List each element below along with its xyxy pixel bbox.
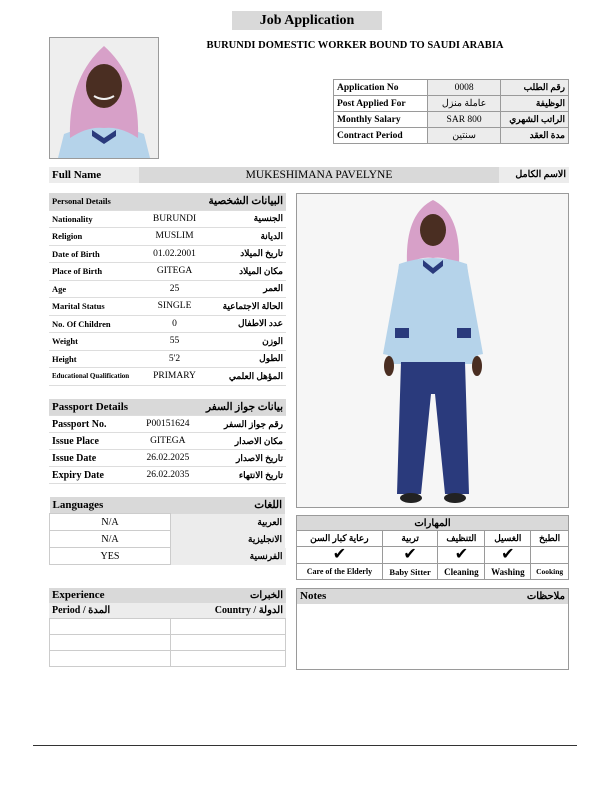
label-ar: الديانة — [206, 228, 286, 246]
table-row — [49, 350, 286, 368]
label-en: Passport No. — [49, 416, 133, 433]
label-ar: مكان الاصدار — [203, 433, 286, 450]
label-ar: رقم جواز السفر — [203, 416, 286, 433]
value: سنتين — [427, 128, 501, 144]
label-ar: مكان الميلاد — [206, 263, 286, 281]
full-name-value: MUKESHIMANA PAVELYNE — [139, 167, 499, 183]
skill-ar: رعاية كبار السن — [297, 531, 383, 547]
label-en: Place of Birth — [49, 263, 144, 281]
value: SINGLE — [144, 298, 206, 316]
value: 25 — [144, 280, 206, 298]
label-ar: العمر — [206, 280, 286, 298]
skill-en: Washing — [485, 564, 531, 580]
check-icon — [531, 547, 569, 564]
value: 26.02.2025 — [133, 450, 203, 467]
label-en: Weight — [49, 333, 144, 351]
label-en: Nationality — [49, 210, 144, 228]
table-row — [49, 315, 286, 333]
label-ar: تاريخ الميلاد — [206, 245, 286, 263]
section-title-ar: بيانات جواز السفر — [203, 399, 286, 416]
label-en: No. Of Children — [49, 315, 144, 333]
label-ar: الراتب الشهري — [501, 112, 569, 128]
label-en: Issue Place — [49, 433, 133, 450]
full-name-label: Full Name — [49, 167, 139, 183]
value: 0008 — [427, 80, 501, 96]
label-en: Application No — [334, 80, 428, 96]
language-level: N/A — [50, 531, 171, 548]
check-icon: ✔ — [485, 547, 531, 564]
section-header — [49, 399, 286, 416]
country-column-header: Country / الدولة — [214, 605, 283, 616]
skills-en-row — [297, 564, 569, 580]
language-level: YES — [50, 548, 171, 565]
table-row — [49, 263, 286, 281]
table-row — [49, 450, 286, 467]
table-row — [50, 514, 286, 531]
table-row — [50, 531, 286, 548]
value: عاملة منزل — [427, 96, 501, 112]
table-row — [334, 96, 569, 112]
label-ar: مدة العقد — [501, 128, 569, 144]
value: MUSLIM — [144, 228, 206, 246]
value: 5'2 — [144, 350, 206, 368]
value: BURUNDI — [144, 210, 206, 228]
section-title: Personal Details — [49, 193, 206, 210]
table-row — [334, 80, 569, 96]
table-row — [49, 245, 286, 263]
table-row — [49, 280, 286, 298]
languages-section — [49, 497, 286, 565]
label-ar: عدد الاطفال — [206, 315, 286, 333]
section-title: Passport Details — [49, 399, 203, 416]
application-table — [333, 79, 569, 144]
label-ar: المؤهل العلمي — [206, 368, 286, 386]
value: 55 — [144, 333, 206, 351]
skill-en: Cleaning — [438, 564, 485, 580]
skills-check-row — [297, 547, 569, 564]
skills-ar-row — [297, 531, 569, 547]
check-icon: ✔ — [438, 547, 485, 564]
label-ar: تاريخ الانتهاء — [203, 467, 286, 484]
table-row — [50, 651, 286, 667]
page-title: Job Application — [232, 11, 382, 30]
passport-details — [49, 399, 286, 484]
table-row — [50, 619, 286, 635]
language-level: N/A — [50, 514, 171, 531]
section-title: Experience — [52, 589, 105, 601]
full-name-label-ar: الاسم الكامل — [499, 167, 569, 183]
experience-section — [49, 588, 286, 667]
section-title-ar: ملاحظات — [526, 591, 565, 602]
label-ar: تاريخ الاصدار — [203, 450, 286, 467]
label-en: Issue Date — [49, 450, 133, 467]
label-en: Monthly Salary — [334, 112, 428, 128]
full-body-photo — [296, 193, 569, 508]
value: P00151624 — [133, 416, 203, 433]
page-subtitle: BURUNDI DOMESTIC WORKER BOUND TO SAUDI ARABIA — [206, 40, 504, 51]
skills-section — [296, 515, 569, 580]
table-row — [49, 467, 286, 484]
section-header — [49, 193, 286, 210]
value: 0 — [144, 315, 206, 333]
label-en: Age — [49, 280, 144, 298]
section-title-ar: المهارات — [297, 516, 569, 531]
table-row — [49, 368, 286, 386]
value: 26.02.2035 — [133, 467, 203, 484]
portrait-photo — [49, 37, 159, 159]
label-en: Height — [49, 350, 144, 368]
value: 01.02.2001 — [144, 245, 206, 263]
language-name: الفرنسية — [171, 548, 286, 565]
label-en: Post Applied For — [334, 96, 428, 112]
skill-ar: الغسيل — [485, 531, 531, 547]
period-column-header: Period / المدة — [52, 605, 111, 616]
section-title-ar: الخبرات — [249, 590, 283, 601]
experience-columns — [49, 603, 286, 618]
label-en: Expiry Date — [49, 467, 133, 484]
skill-en: Care of the Elderly — [297, 564, 383, 580]
label-ar: الوزن — [206, 333, 286, 351]
table-row — [49, 333, 286, 351]
section-header — [50, 497, 286, 514]
value: SAR 800 — [427, 112, 501, 128]
table-row — [49, 298, 286, 316]
footer-divider — [33, 745, 577, 746]
table-row — [334, 128, 569, 144]
table-row — [49, 416, 286, 433]
table-row — [50, 635, 286, 651]
table-row — [334, 112, 569, 128]
label-en: Religion — [49, 228, 144, 246]
label-ar: الحالة الاجتماعية — [206, 298, 286, 316]
value: GITEGA — [133, 433, 203, 450]
skill-en: Cooking — [531, 564, 569, 580]
skill-ar: الطبخ — [531, 531, 569, 547]
skill-ar: تربية — [382, 531, 438, 547]
label-en: Date of Birth — [49, 245, 144, 263]
personal-details — [49, 193, 286, 386]
language-name: العربية — [171, 514, 286, 531]
table-row — [50, 548, 286, 565]
label-en: Marital Status — [49, 298, 144, 316]
label-ar: الجنسية — [206, 210, 286, 228]
label-en: Contract Period — [334, 128, 428, 144]
table-row — [49, 433, 286, 450]
section-title-ar: البيانات الشخصية — [206, 193, 286, 210]
table-row — [49, 228, 286, 246]
check-icon: ✔ — [297, 547, 383, 564]
experience-table — [49, 618, 286, 667]
notes-section — [296, 588, 569, 670]
section-title-ar: اللغات — [254, 499, 282, 511]
section-header — [297, 589, 568, 604]
label-ar: الوظيفة — [501, 96, 569, 112]
value: GITEGA — [144, 263, 206, 281]
label-ar: رقم الطلب — [501, 80, 569, 96]
language-name: الانجليزية — [171, 531, 286, 548]
value: PRIMARY — [144, 368, 206, 386]
section-title: Languages — [52, 498, 104, 511]
skill-ar: التنظيف — [438, 531, 485, 547]
section-header — [297, 516, 569, 531]
label-en: Educational Qualification — [49, 368, 144, 386]
section-title: Notes — [300, 590, 327, 602]
label-ar: الطول — [206, 350, 286, 368]
section-header — [49, 588, 286, 603]
table-row — [49, 210, 286, 228]
check-icon: ✔ — [382, 547, 438, 564]
skill-en: Baby Sitter — [382, 564, 438, 580]
full-name-row — [49, 167, 569, 183]
